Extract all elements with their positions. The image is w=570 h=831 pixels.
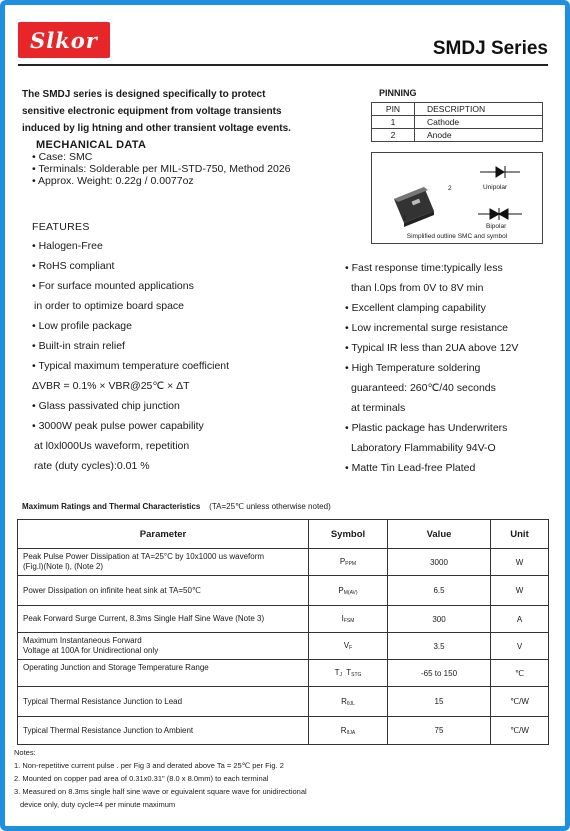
feature-item: • Built-in strain relief <box>32 340 125 352</box>
features-heading: FEATURES <box>32 221 90 233</box>
intro-line: The SMDJ series is designed specifically to protect <box>22 89 266 100</box>
unit-cell: W <box>491 576 549 606</box>
notes-section <box>14 746 307 811</box>
max-ratings-title: Maximum Ratings and Thermal Characteristics <box>22 502 201 511</box>
value-cell: 75 <box>388 717 491 745</box>
symbol-cell <box>309 633 388 660</box>
feature-item: • Plastic package has Underwriters <box>345 422 508 434</box>
pin-header: PIN <box>372 103 415 116</box>
feature-item: • Low profile package <box>32 320 132 332</box>
feature-item: in order to optimize board space <box>34 300 184 312</box>
value-header: Value <box>388 520 491 549</box>
slkor-logo <box>18 22 110 58</box>
mechanical-data-list <box>32 151 291 187</box>
unit-cell: A <box>491 606 549 633</box>
feature-item: ΔVBR = 0.1% × VBR@25℃ × ΔT <box>32 380 190 392</box>
feature-item: Laboratory Flammability 94V-O <box>351 442 496 454</box>
unit-cell: V <box>491 633 549 660</box>
note-item: device only, duty cycle=4 per minute maximum <box>20 800 176 809</box>
pin1-label: 1 <box>403 215 407 222</box>
symbol-subscript: STG <box>351 672 362 678</box>
symbol-subscript: PPM <box>345 561 357 567</box>
table-row <box>372 129 543 142</box>
feature-item: • Typical maximum temperature coefficient <box>32 360 230 372</box>
symbol-text: P <box>339 557 346 566</box>
pinning-table <box>371 102 543 142</box>
series-title: SMDJ Series <box>432 38 548 59</box>
table-row <box>18 717 549 745</box>
table-row <box>18 660 549 687</box>
bipolar-label: Bipolar <box>486 223 507 230</box>
logo-text: Slkor <box>30 27 98 53</box>
value-cell: 3000 <box>388 549 491 576</box>
table-row <box>18 633 549 660</box>
pin2-label: 2 <box>448 185 452 192</box>
table-row <box>18 606 549 633</box>
parameter-header: Parameter <box>18 520 309 549</box>
parameter-cell <box>18 549 309 576</box>
symbol-text: R <box>340 725 347 735</box>
symbol-cell <box>309 660 388 687</box>
unit-cell: ℃ <box>491 660 549 687</box>
feature-item: • 3000W peak pulse power capability <box>32 420 204 432</box>
symbol-header: Symbol <box>309 520 388 549</box>
feature-item: • Excellent clamping capability <box>345 302 486 314</box>
smc-package-drawing <box>372 153 544 245</box>
unit-cell: ℃/W <box>491 717 549 745</box>
pin-description: Cathode <box>415 116 543 129</box>
symbol-subscript: M(AV) <box>343 589 358 596</box>
symbol-subscript: θJA <box>346 729 356 736</box>
parameter-line: Peak Forward Surge Current, 8.3ms Single Half Sine Wave (Note 3) <box>23 614 265 623</box>
value-cell: 300 <box>388 606 491 633</box>
note-item: 1. Non-repetitive current pulse . per Fig 3 and derated above Ta = 25℃ per Fig. 2 <box>14 761 284 770</box>
features-list-left <box>32 236 332 476</box>
unipolar-diode-icon <box>480 166 520 178</box>
symbol-text: T <box>346 668 352 677</box>
mechanical-item: • Terminals: Solderable per MIL-STD-750, Method 2026 <box>32 163 291 175</box>
pin-number: 2 <box>372 129 415 142</box>
max-ratings-table <box>17 519 549 745</box>
unit-cell: W <box>491 549 549 576</box>
note-item: 3. Measured on 8.3ms single half sine wave or eguivalent square wave for unidirectional <box>14 787 307 796</box>
parameter-cell <box>18 660 309 687</box>
package-outline-figure <box>371 152 543 244</box>
symbol-text: V <box>343 641 350 650</box>
feature-item: • Glass passivated chip junction <box>32 400 180 412</box>
header-divider <box>18 64 548 66</box>
max-ratings-heading <box>22 502 331 511</box>
unit-header: Unit <box>491 520 549 549</box>
value-cell: 3.5 <box>388 633 491 660</box>
parameter-line: Power Dissipation on infinite heat sink at TA=50℃ <box>23 585 201 595</box>
symbol-cell <box>309 717 388 745</box>
description-header: DESCRIPTION <box>415 103 543 116</box>
parameter-line: Peak Pulse Power Dissipation at TA=25°C by 10x1000 us waveform <box>23 552 265 561</box>
symbol-cell <box>309 576 388 606</box>
feature-item: • Low incremental surge resistance <box>345 322 509 334</box>
parameter-line: Maximum Instantaneous Forward <box>23 636 142 645</box>
feature-item: guaranteed: 260℃/40 seconds <box>351 382 496 394</box>
parameter-line: Typical Thermal Resistance Junction to Lead <box>23 696 183 706</box>
symbol-cell <box>309 687 388 717</box>
table-row <box>18 576 549 606</box>
parameter-line: Voltage at 100A for Unidirectional only <box>23 646 159 655</box>
parameter-cell <box>18 633 309 660</box>
parameter-cell <box>18 717 309 745</box>
mechanical-data-heading: MECHANICAL DATA <box>36 139 147 151</box>
table-row <box>372 116 543 129</box>
intro-text <box>22 86 342 137</box>
symbol-text: P <box>338 585 344 595</box>
parameter-cell <box>18 687 309 717</box>
feature-item: than l.0ps from 0V to 8V min <box>351 282 484 294</box>
bipolar-diode-icon <box>478 208 522 220</box>
symbol-cell <box>309 549 388 576</box>
symbol-text: T <box>334 668 340 677</box>
note-item: 2. Mounted on copper pad area of 0.31x0.31" (8.0 x 8.0mm) to each terminal <box>14 774 269 783</box>
symbol-subscript: J <box>339 672 342 678</box>
table-header-row <box>18 520 549 549</box>
value-cell: 15 <box>388 687 491 717</box>
pin-description: Anode <box>415 129 543 142</box>
pin-number: 1 <box>372 116 415 129</box>
value-cell: -65 to 150 <box>388 660 491 687</box>
symbol-cell <box>309 606 388 633</box>
unipolar-label: Unipolar <box>483 184 508 191</box>
parameter-cell <box>18 576 309 606</box>
table-row <box>18 687 549 717</box>
parameter-line: (Fig.l)(Note l), (Note 2) <box>23 562 104 571</box>
symbol-subscript: θJL <box>346 700 355 707</box>
feature-item: • Halogen-Free <box>32 240 103 252</box>
notes-title: Notes: <box>14 748 36 757</box>
features-list-right <box>345 258 550 478</box>
max-ratings-condition: (TA=25℃ unless otherwise noted) <box>209 502 331 511</box>
value-cell: 6.5 <box>388 576 491 606</box>
mechanical-item: • Approx. Weight: 0.22g / 0.0077oz <box>32 175 194 187</box>
symbol-text: I <box>341 614 344 623</box>
parameter-cell <box>18 606 309 633</box>
symbol-subscript: FSM <box>343 618 355 624</box>
feature-item: at l0xl000Us waveform, repetition <box>34 440 190 452</box>
feature-item: • RoHS compliant <box>32 260 115 272</box>
intro-line: sensitive electronic equipment from voltage transients <box>22 106 282 117</box>
unit-cell: ℃/W <box>491 687 549 717</box>
feature-item: rate (duty cycles):0.01 % <box>34 460 150 472</box>
parameter-line: Operating Junction and Storage Temperature Range <box>23 663 209 672</box>
feature-item: • High Temperature soldering <box>345 362 481 374</box>
symbol-text: R <box>341 696 347 706</box>
feature-item: • Typical IR less than 2UA above 12V <box>345 342 519 354</box>
parameter-line: Typical Thermal Resistance Junction to Ambient <box>23 725 194 735</box>
feature-item: • For surface mounted applications <box>32 280 194 292</box>
intro-line: induced by lig htning and other transient voltage events. <box>22 123 291 134</box>
feature-item: • Matte Tin Lead-free Plated <box>345 462 476 474</box>
pinning-heading: PINNING <box>379 88 417 98</box>
symbol-subscript: F <box>349 645 353 651</box>
outline-caption: Simplified outline SMC and symbol <box>406 233 508 240</box>
table-row <box>18 549 549 576</box>
feature-item: • Fast response time:typically less <box>345 262 503 274</box>
feature-item: at terminals <box>351 402 406 414</box>
mechanical-item: • Case: SMC <box>32 151 93 163</box>
